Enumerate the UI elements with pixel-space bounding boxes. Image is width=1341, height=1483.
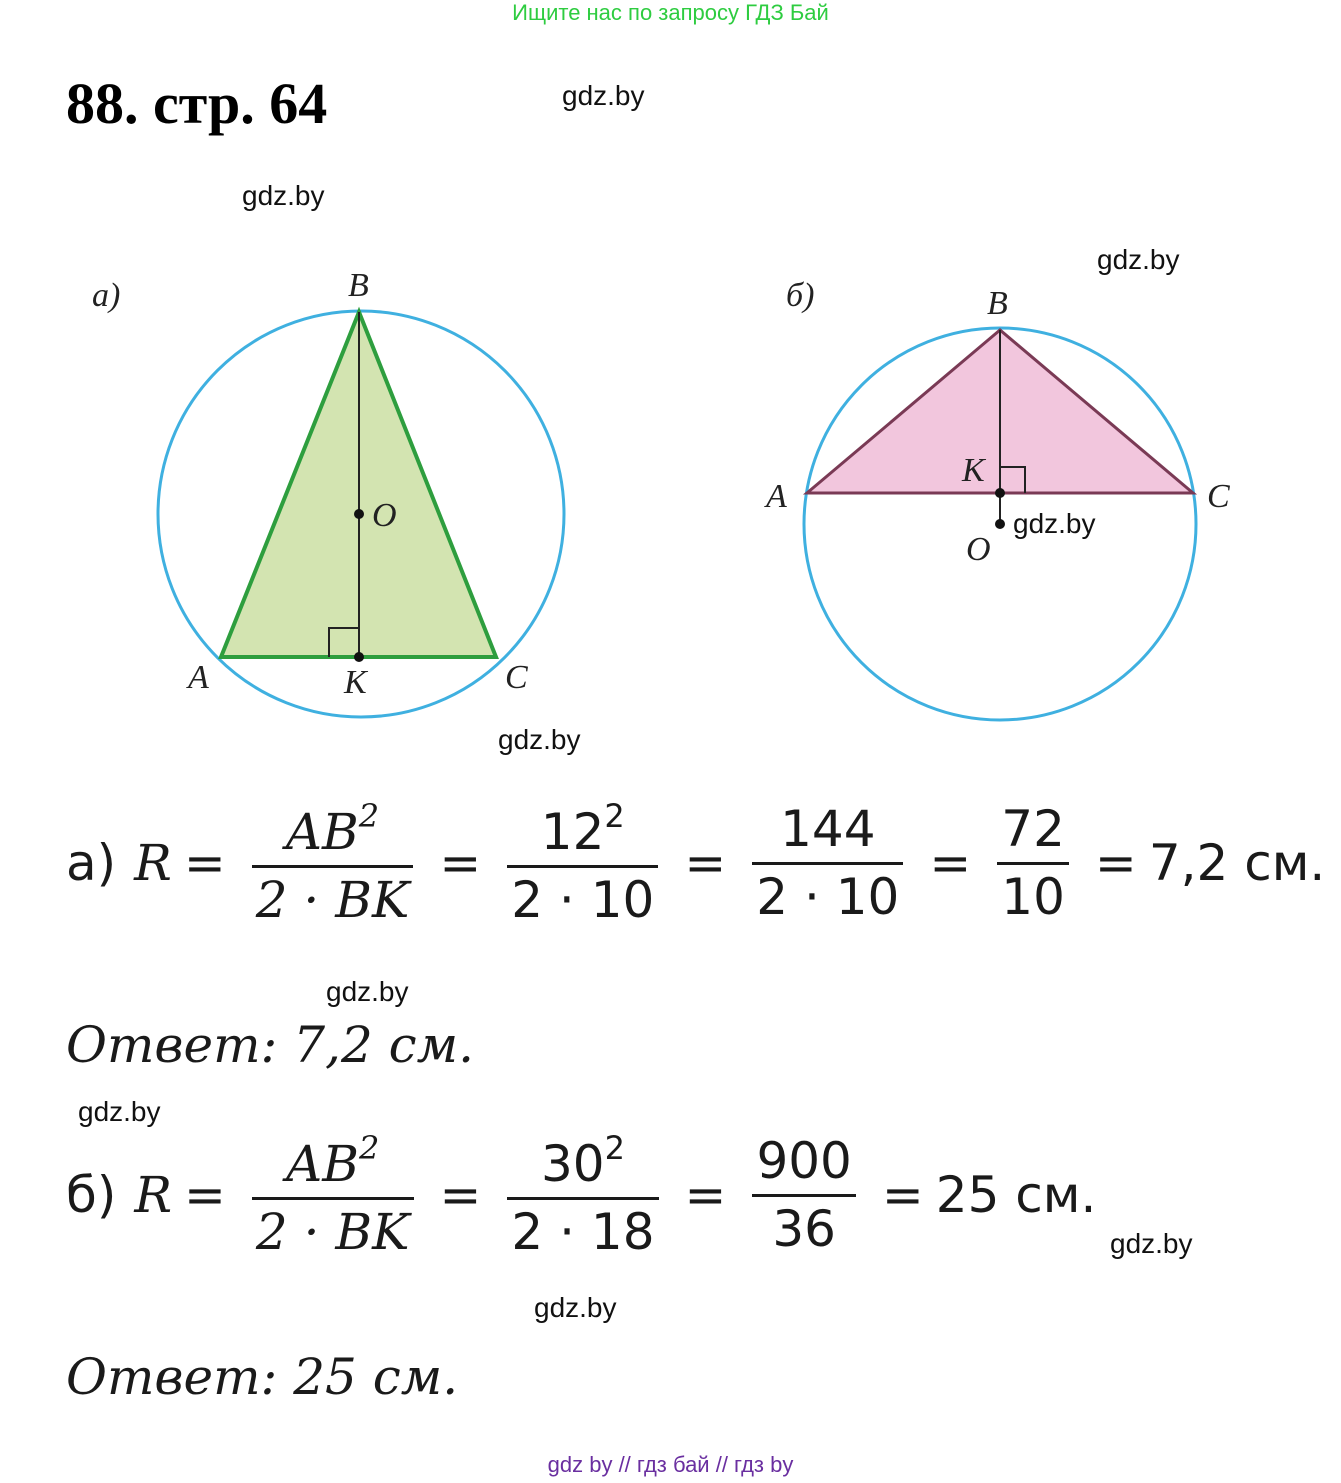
label-c: C — [505, 659, 528, 696]
point-o — [995, 519, 1005, 529]
label-a: A — [188, 659, 209, 696]
fraction: $\frac{AB^2}{2 \cdot BK}$ — [252, 1132, 414, 1258]
watermark: gdz.by — [242, 180, 325, 211]
label-b: B — [987, 285, 1008, 322]
watermark: gdz.by — [1110, 1228, 1193, 1259]
label-k: K — [962, 452, 985, 489]
fraction: $\frac{72}{10}$ — [997, 803, 1069, 923]
watermark: gdz.by — [498, 724, 581, 755]
label-b: B — [348, 267, 369, 304]
radius-var: R — [134, 834, 172, 892]
label-a: A — [766, 478, 787, 515]
radius-var: R — [134, 1166, 172, 1224]
fraction: $\frac{144}{2 \cdot 10}$ — [752, 803, 903, 923]
label-o: O — [372, 497, 397, 534]
fraction: $\frac{12^2}{2 \cdot 10}$ — [507, 800, 658, 926]
point-k — [995, 488, 1005, 498]
fraction: $\frac{AB^2}{2 \cdot BK}$ — [252, 800, 414, 926]
watermark: gdz.by — [326, 976, 409, 1007]
solution-a-prefix: а) — [66, 834, 117, 892]
watermark: gdz.by — [534, 1292, 617, 1323]
figure-b — [760, 270, 1250, 730]
watermark: gdz.by — [78, 1096, 161, 1127]
footer-links[interactable]: gdz by // гдз бай // гдз by — [547, 1452, 794, 1477]
top-banner[interactable]: Ищите нас по запросу ГДЗ Бай — [512, 0, 829, 25]
solution-b-equation: б) R = $\frac{AB^2}{2 \cdot BK}$ = $\frac{30^2}{2 \cdot 18}$ = $\frac{900}{36}$ = 25 см. — [66, 1129, 1097, 1261]
solution-a-result: 7,2 см. — [1148, 834, 1326, 892]
label-o: O — [966, 531, 991, 568]
point-k — [354, 652, 364, 662]
answer-a: Ответ: 7,2 см. — [66, 1016, 475, 1074]
label-k: K — [344, 664, 367, 701]
figure-b-label: б) — [786, 277, 815, 314]
watermark: gdz.by — [562, 80, 645, 111]
watermark: gdz.by — [1013, 508, 1096, 539]
solution-b-prefix: б) — [66, 1166, 117, 1224]
figure-a — [80, 260, 600, 740]
exercise-heading: 88. стр. 64 — [66, 71, 328, 136]
fraction: $\frac{900}{36}$ — [752, 1135, 855, 1255]
watermark: gdz.by — [1097, 244, 1180, 275]
answer-b: Ответ: 25 см. — [66, 1348, 459, 1406]
figure-a-label: а) — [92, 277, 121, 314]
fraction: $\frac{30^2}{2 \cdot 18}$ — [507, 1132, 658, 1258]
solution-b-result: 25 см. — [935, 1166, 1097, 1224]
solution-a-equation: а) R = $\frac{AB^2}{2 \cdot BK}$ = $\frac{12^2}{2 \cdot 10}$ = $\frac{144}{2 \cdot 10}$ = $\frac{72}{10}$ = 7,2 см. — [66, 797, 1326, 929]
label-c: C — [1207, 478, 1230, 515]
point-o — [354, 509, 364, 519]
